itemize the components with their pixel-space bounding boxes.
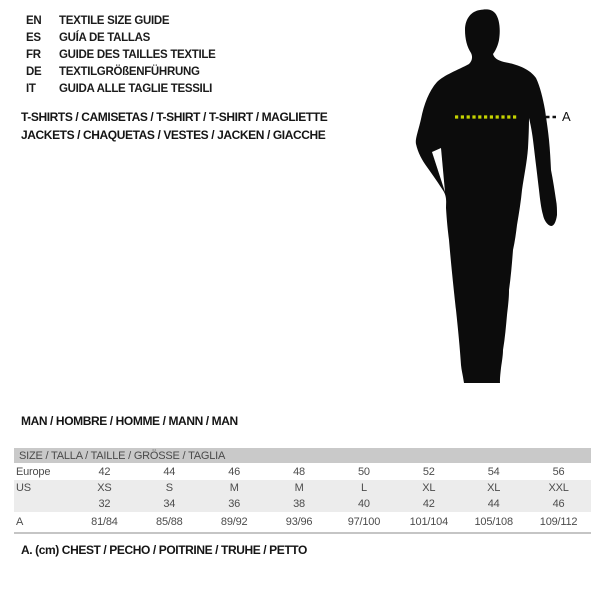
man-body-shape bbox=[416, 9, 557, 383]
size-cell: 44 bbox=[137, 463, 202, 480]
size-cell: M bbox=[267, 480, 332, 496]
language-row bbox=[26, 30, 216, 47]
language-code: DE bbox=[26, 66, 42, 78]
size-cell: 38 bbox=[267, 496, 332, 512]
size-cell: 81/84 bbox=[72, 512, 137, 533]
size-table bbox=[14, 448, 591, 534]
size-cell: 36 bbox=[202, 496, 267, 512]
language-label: TEXTILGRÖßENFÜHRUNG bbox=[59, 66, 200, 78]
language-row bbox=[26, 64, 216, 81]
table-row-a-chest bbox=[14, 512, 591, 533]
size-table-header-row bbox=[14, 448, 591, 463]
size-cell: 46 bbox=[202, 463, 267, 480]
row-label: A bbox=[14, 512, 72, 533]
language-row bbox=[26, 81, 216, 98]
size-cell: 32 bbox=[72, 496, 137, 512]
size-cell: 97/100 bbox=[332, 512, 397, 533]
size-cell: 54 bbox=[461, 463, 526, 480]
man-silhouette bbox=[403, 4, 575, 386]
size-cell: 85/88 bbox=[137, 512, 202, 533]
language-label: GUIDE DES TAILLES TEXTILE bbox=[59, 49, 216, 61]
language-label: GUIDA ALLE TAGLIE TESSILI bbox=[59, 83, 213, 95]
gender-heading: MAN / HOMBRE / HOMME / MANN / MAN bbox=[21, 414, 238, 428]
size-table-header: SIZE / TALLA / TAILLE / GRÖSSE / TAGLIA bbox=[14, 448, 591, 463]
size-cell: 34 bbox=[137, 496, 202, 512]
size-cell: S bbox=[137, 480, 202, 496]
size-cell: 105/108 bbox=[461, 512, 526, 533]
table-row-europe bbox=[14, 463, 591, 480]
category-line-tshirts: T-SHIRTS / CAMISETAS / T-SHIRT / T-SHIRT / MAGLIETTE bbox=[21, 110, 328, 124]
language-code: ES bbox=[26, 32, 41, 44]
row-label: US bbox=[14, 480, 72, 496]
language-code: EN bbox=[26, 15, 42, 27]
size-cell: XL bbox=[461, 480, 526, 496]
size-cell: 101/104 bbox=[396, 512, 461, 533]
size-cell: 48 bbox=[267, 463, 332, 480]
size-cell: XL bbox=[396, 480, 461, 496]
category-headings bbox=[21, 109, 327, 144]
language-code: IT bbox=[26, 83, 36, 95]
size-cell: XS bbox=[72, 480, 137, 496]
size-cell: 42 bbox=[396, 496, 461, 512]
row-label: Europe bbox=[14, 463, 72, 480]
language-list bbox=[26, 13, 216, 98]
language-label: TEXTILE SIZE GUIDE bbox=[59, 15, 170, 27]
language-code: FR bbox=[26, 49, 41, 61]
language-label: GUÍA DE TALLAS bbox=[59, 32, 150, 44]
man-silhouette-svg bbox=[403, 4, 575, 386]
measurement-footnote: A. (cm) CHEST / PECHO / POITRINE / TRUHE / PETTO bbox=[21, 543, 307, 557]
size-cell: L bbox=[332, 480, 397, 496]
size-cell: M bbox=[202, 480, 267, 496]
table-row-us-numeric bbox=[14, 496, 591, 512]
size-cell: 42 bbox=[72, 463, 137, 480]
row-label bbox=[14, 496, 72, 512]
size-cell: 50 bbox=[332, 463, 397, 480]
size-cell: 89/92 bbox=[202, 512, 267, 533]
measure-label-a: A bbox=[562, 109, 571, 124]
table-row-us bbox=[14, 480, 591, 496]
size-cell: 40 bbox=[332, 496, 397, 512]
category-line-jackets: JACKETS / CHAQUETAS / VESTES / JACKEN / GIACCHE bbox=[21, 127, 326, 142]
size-cell: 109/112 bbox=[526, 512, 591, 533]
size-cell: 56 bbox=[526, 463, 591, 480]
size-cell: XXL bbox=[526, 480, 591, 496]
language-row bbox=[26, 47, 216, 64]
size-cell: 44 bbox=[461, 496, 526, 512]
language-row bbox=[26, 13, 216, 30]
size-cell: 46 bbox=[526, 496, 591, 512]
size-cell: 93/96 bbox=[267, 512, 332, 533]
size-cell: 52 bbox=[396, 463, 461, 480]
